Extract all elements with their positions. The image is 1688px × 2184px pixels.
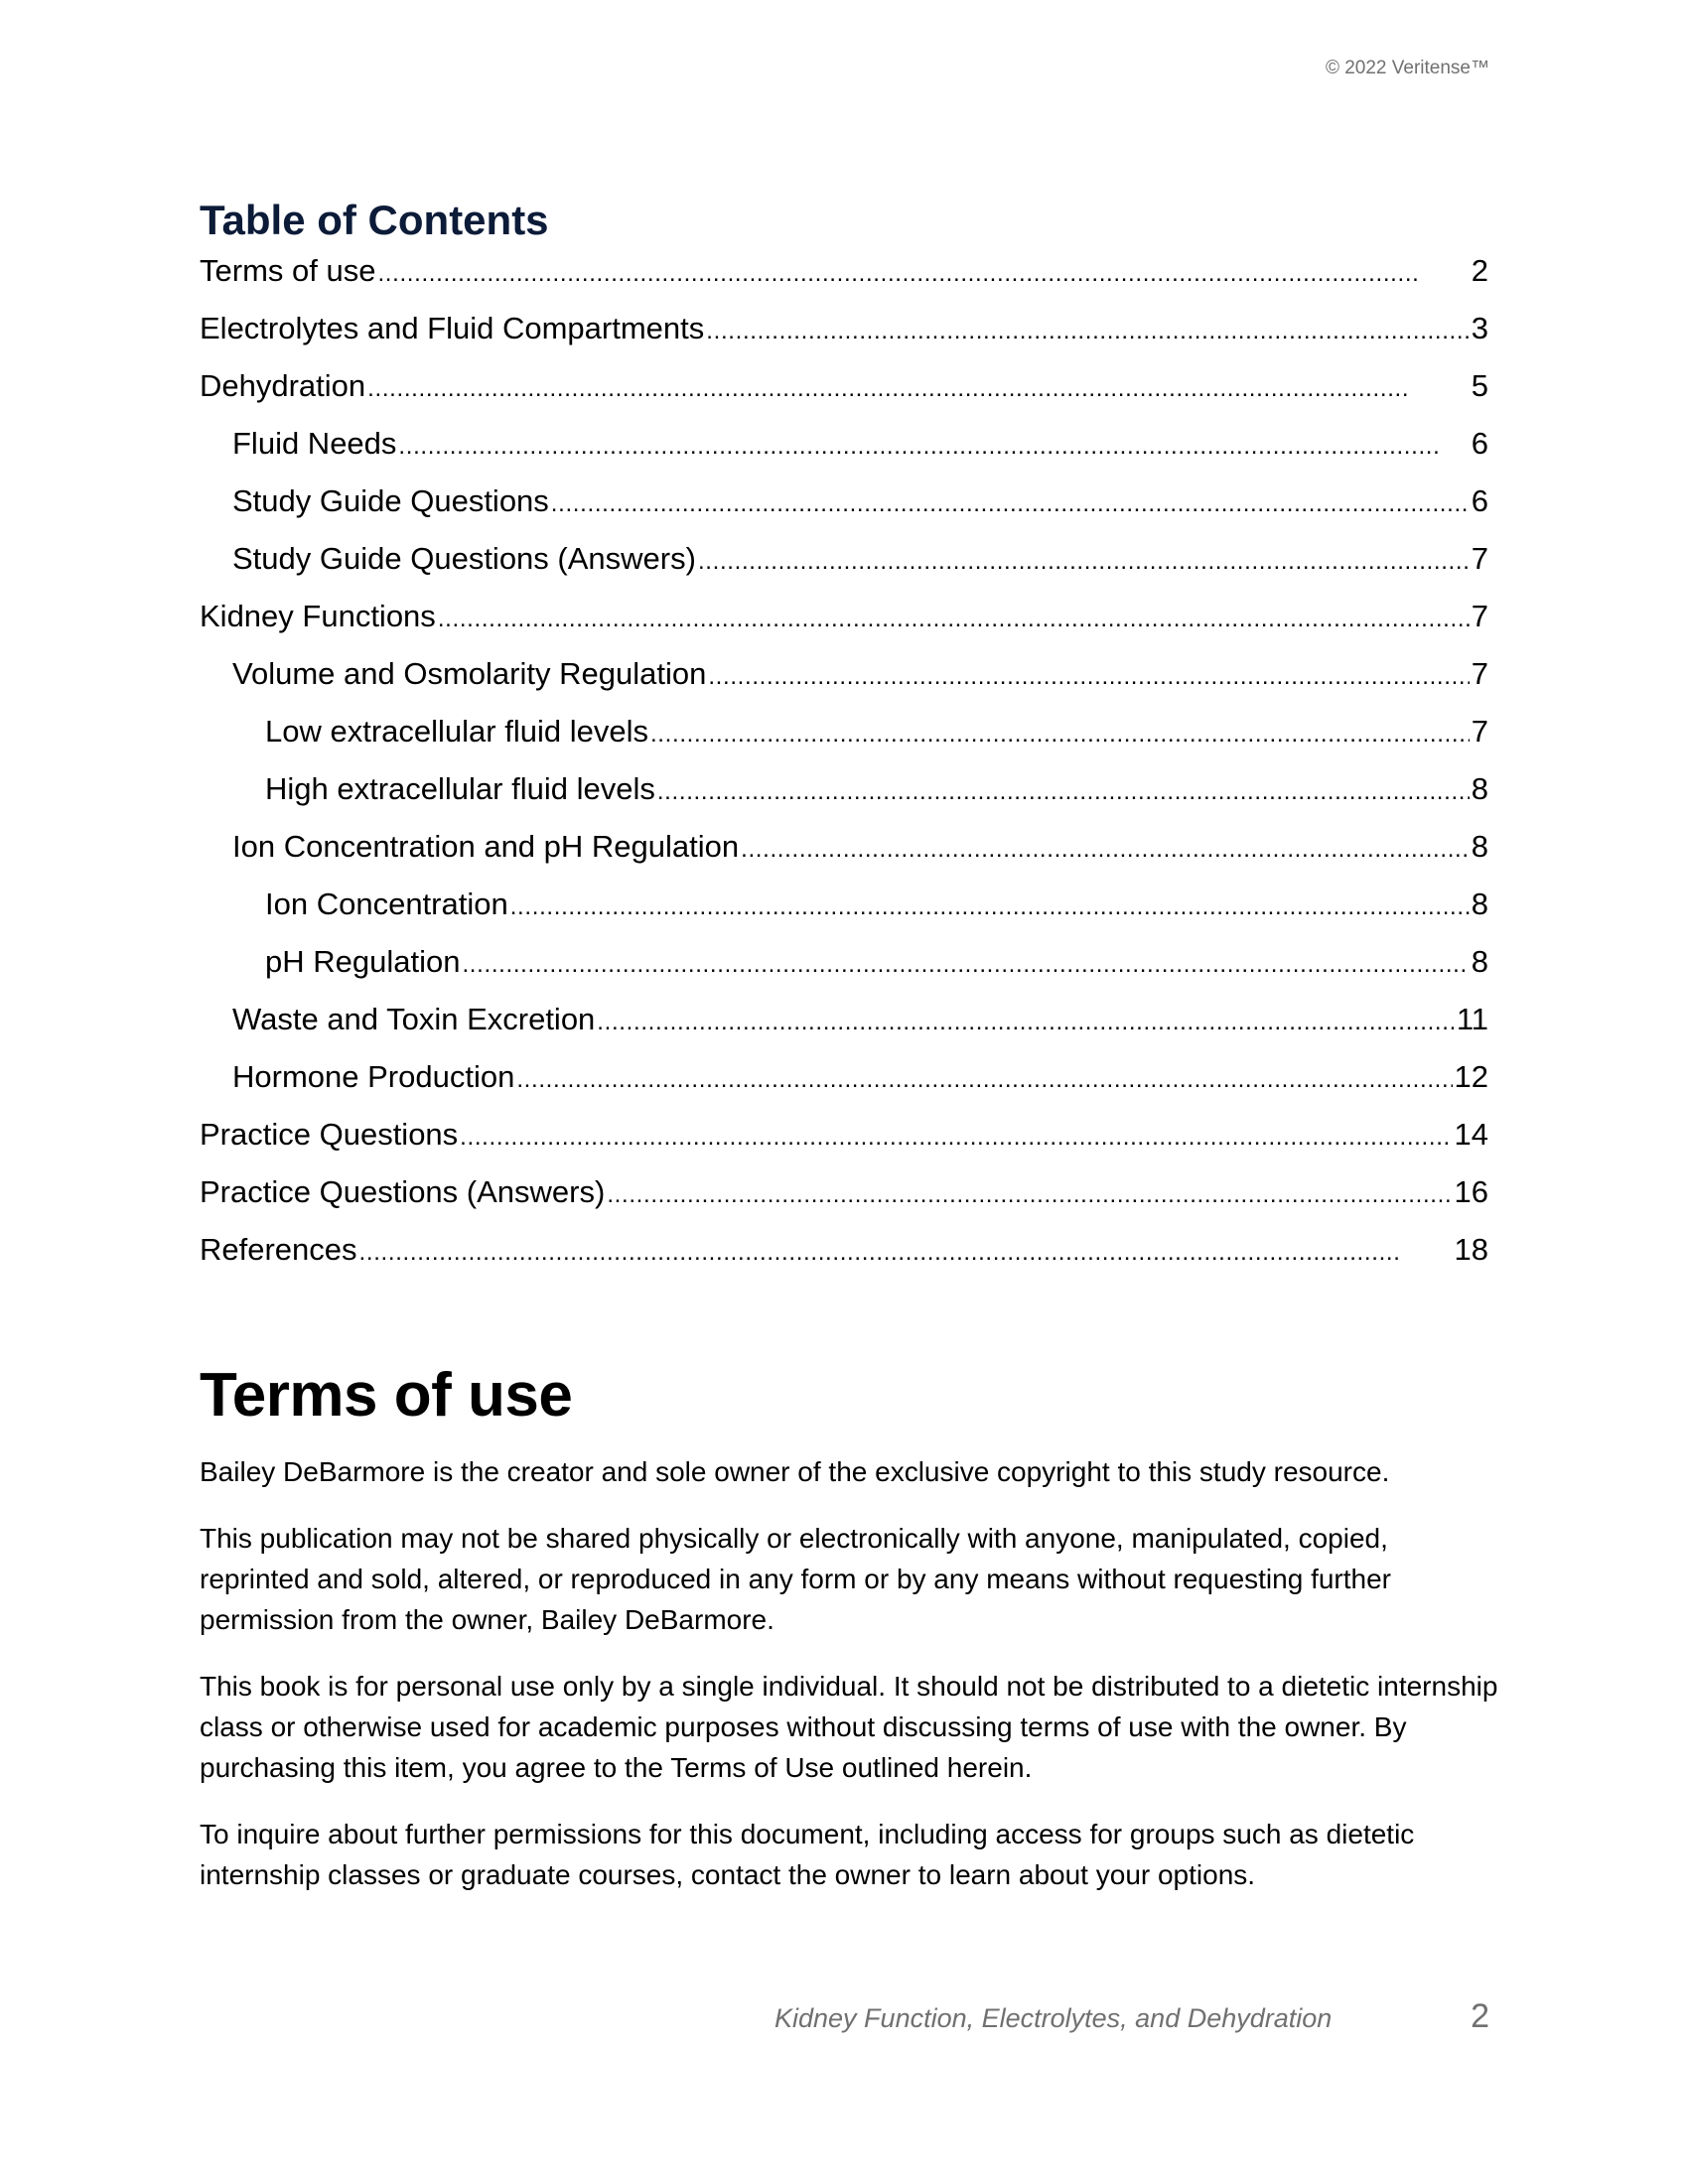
toc-dot-leader bbox=[377, 250, 1469, 295]
toc-dot-leader bbox=[708, 653, 1469, 698]
toc-entry-page: 11 bbox=[1456, 1002, 1488, 1036]
toc-entry[interactable] bbox=[200, 826, 1488, 884]
toc-title: Table of Contents bbox=[200, 197, 549, 243]
toc-entry-page: 12 bbox=[1454, 1059, 1488, 1094]
toc-dot-leader bbox=[741, 826, 1470, 871]
toc-entry[interactable] bbox=[200, 768, 1488, 826]
toc-dot-leader bbox=[462, 941, 1469, 986]
toc-entry-page: 16 bbox=[1454, 1174, 1488, 1209]
toc-entry-label: References bbox=[200, 1232, 357, 1267]
toc-entry[interactable] bbox=[200, 1171, 1488, 1229]
terms-paragraph: This publication may not be shared physically or electronically with anyone, manipulated, copied, reprinted and sold, altered, or reproduced in any form or by any means without requesting further permission from the owner, Bailey DeBarmore. bbox=[200, 1523, 1391, 1635]
toc-dot-leader bbox=[367, 365, 1470, 410]
toc-entry[interactable] bbox=[200, 596, 1488, 653]
toc-entry-label: Practice Questions bbox=[200, 1117, 459, 1152]
footer-page-number: 2 bbox=[1471, 1997, 1489, 2035]
toc-entry-label: Kidney Functions bbox=[200, 599, 436, 633]
toc-entry-page: 6 bbox=[1471, 483, 1488, 518]
toc-entry-label: Dehydration bbox=[200, 368, 366, 403]
table-of-contents bbox=[200, 250, 1488, 1287]
toc-entry-page: 6 bbox=[1471, 426, 1488, 461]
toc-dot-leader bbox=[706, 308, 1469, 352]
toc-entry-label: Hormone Production bbox=[232, 1059, 515, 1094]
toc-entry-page: 8 bbox=[1471, 829, 1488, 864]
toc-entry-page: 8 bbox=[1471, 944, 1488, 979]
terms-of-use-heading: Terms of use bbox=[200, 1361, 573, 1430]
toc-dot-leader bbox=[460, 1114, 1452, 1159]
toc-entry[interactable] bbox=[200, 1229, 1488, 1287]
toc-entry-page: 7 bbox=[1471, 599, 1488, 633]
toc-entry-page: 8 bbox=[1471, 771, 1488, 806]
toc-entry-page: 5 bbox=[1471, 368, 1488, 403]
toc-dot-leader bbox=[398, 423, 1469, 468]
toc-dot-leader bbox=[516, 1056, 1452, 1101]
toc-entry[interactable] bbox=[200, 538, 1488, 596]
toc-entry-label: Waste and Toxin Excretion bbox=[232, 1002, 596, 1036]
toc-dot-leader bbox=[657, 768, 1470, 813]
toc-entry[interactable] bbox=[200, 250, 1488, 308]
toc-entry-label: Ion Concentration bbox=[265, 887, 508, 921]
toc-entry[interactable] bbox=[200, 423, 1488, 480]
toc-entry-label: Fluid Needs bbox=[232, 426, 397, 461]
toc-entry-page: 2 bbox=[1471, 253, 1488, 288]
terms-of-use-body bbox=[200, 1451, 1500, 1921]
toc-entry-label: Study Guide Questions (Answers) bbox=[232, 541, 696, 576]
toc-entry-page: 8 bbox=[1471, 887, 1488, 921]
toc-entry-page: 18 bbox=[1454, 1232, 1488, 1267]
toc-entry[interactable] bbox=[200, 653, 1488, 711]
toc-entry-page: 7 bbox=[1471, 541, 1488, 576]
footer-document-title: Kidney Function, Electrolytes, and Dehydration bbox=[774, 2003, 1333, 2033]
toc-entry-label: pH Regulation bbox=[265, 944, 461, 979]
copyright-notice: © 2022 Veritense™ bbox=[1325, 58, 1489, 78]
toc-entry-label: Study Guide Questions bbox=[232, 483, 549, 518]
toc-entry-label: Volume and Osmolarity Regulation bbox=[232, 656, 707, 691]
toc-entry-label: Electrolytes and Fluid Compartments bbox=[200, 311, 705, 345]
toc-entry-page: 7 bbox=[1471, 714, 1488, 749]
toc-entry[interactable] bbox=[200, 999, 1488, 1056]
toc-entry-page: 14 bbox=[1454, 1117, 1488, 1152]
toc-dot-leader bbox=[438, 596, 1470, 640]
toc-entry[interactable] bbox=[200, 308, 1488, 365]
toc-entry-label: High extracellular fluid levels bbox=[265, 771, 655, 806]
toc-dot-leader bbox=[597, 999, 1455, 1043]
toc-entry-label: Ion Concentration and pH Regulation bbox=[232, 829, 740, 864]
terms-paragraph: To inquire about further permissions for this document, including access for groups such as dietetic internship classes or graduate courses, contact the owner to learn about your options. bbox=[200, 1819, 1415, 1890]
toc-entry[interactable] bbox=[200, 1056, 1488, 1114]
toc-entry[interactable] bbox=[200, 365, 1488, 423]
toc-entry-page: 7 bbox=[1471, 656, 1488, 691]
terms-paragraph: This book is for personal use only by a single individual. It should not be distributed to a dietetic internship class or otherwise used for academic purposes without discussing terms of use with the owner. By purchasing this item, you agree to the Terms of Use outlined herein. bbox=[200, 1671, 1498, 1783]
toc-dot-leader bbox=[698, 538, 1470, 583]
toc-entry[interactable] bbox=[200, 1114, 1488, 1171]
toc-entry-label: Terms of use bbox=[200, 253, 376, 288]
terms-paragraph: Bailey DeBarmore is the creator and sole owner of the exclusive copyright to this study resource. bbox=[200, 1456, 1390, 1487]
toc-entry[interactable] bbox=[200, 711, 1488, 768]
toc-dot-leader bbox=[607, 1171, 1452, 1216]
toc-entry-label: Low extracellular fluid levels bbox=[265, 714, 648, 749]
toc-entry[interactable] bbox=[200, 941, 1488, 999]
toc-entry-page: 3 bbox=[1471, 311, 1488, 345]
toc-entry[interactable] bbox=[200, 884, 1488, 941]
toc-dot-leader bbox=[650, 711, 1470, 755]
toc-dot-leader bbox=[510, 884, 1470, 928]
toc-dot-leader bbox=[359, 1229, 1453, 1274]
toc-dot-leader bbox=[551, 480, 1470, 525]
toc-entry[interactable] bbox=[200, 480, 1488, 538]
toc-entry-label: Practice Questions (Answers) bbox=[200, 1174, 606, 1209]
